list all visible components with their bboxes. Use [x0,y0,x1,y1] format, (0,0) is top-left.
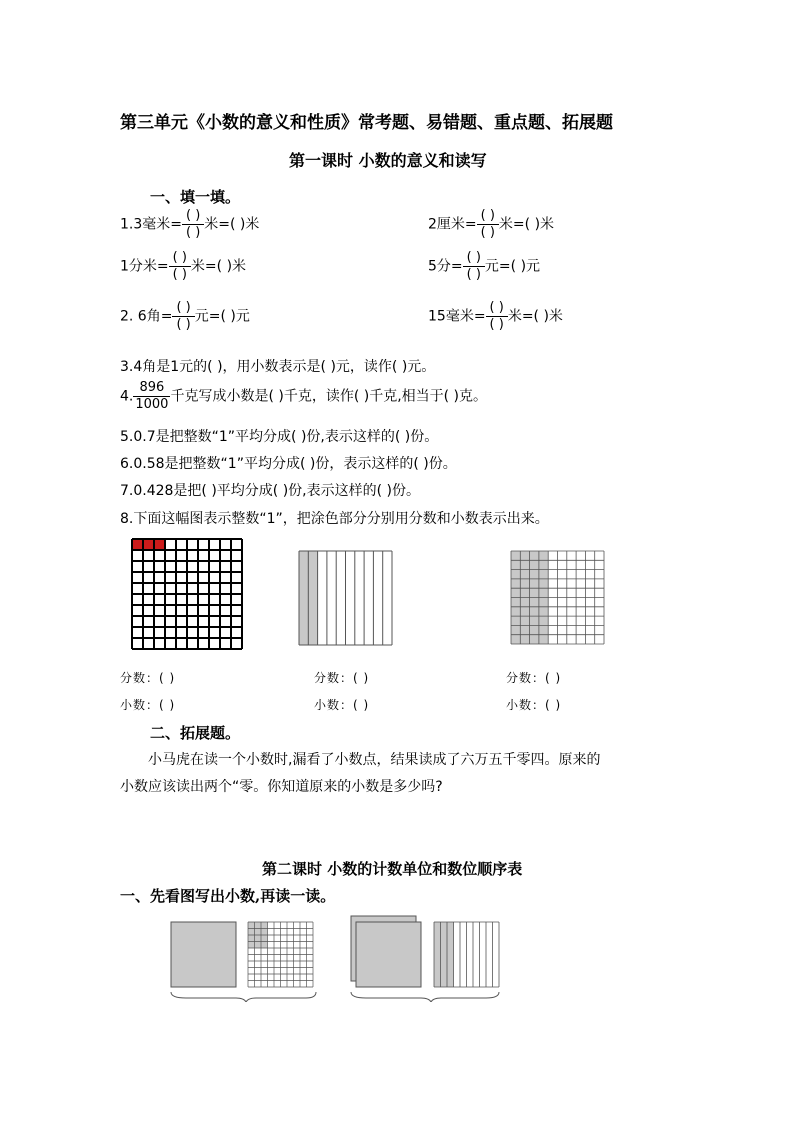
q1c-right: 米=( )米 [190,258,247,275]
page-title: 第三单元《小数的意义和性质》常考题、易错题、重点题、拓展题 [120,113,613,133]
fig2-decimal-label: 小数：( ) [314,698,370,712]
section1-heading: 一、填一填。 [150,188,241,206]
q1c-fraction [169,250,191,283]
q4-frac-num: 896 [133,380,170,397]
whole-square [171,922,236,987]
q5: 5.0.7是把整数“1”平均分成( )份,表示这样的( )份。 [120,429,439,445]
q7: 7.0.428是把( )平均分成( )份,表示这样的( )份。 [120,483,421,499]
q2a-frac-num: ( ) [172,300,194,317]
grid-figure-1 [130,537,244,651]
fig1-fraction-label: 分数：( ) [120,671,176,685]
q1b-right: 米=( )米 [498,216,555,233]
shaded-cell [143,539,154,550]
shaded-cell [154,539,165,550]
q1a-right: 米=( )米 [204,216,260,233]
q1c [120,250,246,283]
strip-figure-2 [298,550,394,646]
lesson1-title: 第一课时 小数的意义和读写 [289,151,487,170]
q1a [120,208,259,241]
q1c-frac-num: ( ) [169,250,191,267]
q1a-frac-num: ( ) [182,208,204,225]
shaded-cell [132,539,143,550]
q1d-right: 元=( )元 [484,258,541,275]
q4-frac-den: 1000 [135,397,169,412]
brace [171,992,316,1002]
q1d-frac-den: ( ) [466,267,481,282]
fig1-decimal-label: 小数：( ) [120,698,176,712]
q2a-frac-den: ( ) [176,317,191,332]
q4 [120,380,487,413]
q3: 3.4角是1元的( )，用小数表示是( )元，读作( )元。 [120,359,436,375]
q1a-frac-den: ( ) [186,225,201,240]
q1d [428,250,540,283]
q1a-left: 1.3毫米= [120,216,182,233]
q2b-right: 米=( )米 [507,308,563,325]
q2a-fraction [172,300,194,333]
brace [351,992,499,1002]
fig3-decimal-label: 小数：( ) [506,698,562,712]
lesson2-figures [166,912,506,1002]
q2b-left: 15毫米= [428,308,486,325]
q2b-frac-den: ( ) [489,317,504,332]
shaded-strip [308,551,317,645]
q1b-frac-num: ( ) [477,208,499,225]
q1b-frac-den: ( ) [480,225,495,240]
shaded-strip [299,551,308,645]
q1b-fraction [477,208,499,241]
grid-figure-3 [510,550,606,646]
q1a-fraction [182,208,204,241]
q2a [120,300,250,333]
q6: 6.0.58是把整数“1”平均分成( )份，表示这样的( )份。 [120,456,457,472]
lesson2-title: 第二课时 小数的计数单位和数位顺序表 [262,860,523,878]
q1b [428,208,554,241]
q4-text: 千克写成小数是( )千克，读作( )千克,相当于( )克。 [170,388,488,405]
q8: 8.下面这幅图表示整数“1”，把涂色部分分别用分数和小数表示出来。 [120,511,549,527]
section2-para-line2: 小数应该读出两个“零。你知道原来的小数是多少吗? [120,779,443,795]
section2-para-line1: 小马虎在读一个小数时,漏看了小数点，结果读成了六万五千零四。原来的 [148,752,601,768]
q2b-fraction [486,300,508,333]
q2a-right: 元=( )元 [194,308,250,325]
fig2-fraction-label: 分数：( ) [314,671,370,685]
q1d-frac-num: ( ) [463,250,485,267]
q2b-frac-num: ( ) [486,300,508,317]
front-square [356,922,421,987]
q1d-left: 5分= [428,258,463,275]
q2b [428,300,563,333]
q1c-left: 1分米= [120,258,169,275]
q1c-frac-den: ( ) [172,267,187,282]
shaded-strips [434,922,454,987]
q2a-left: 2. 6角= [120,308,173,325]
q4-prefix: 4. [120,388,134,405]
q4-fraction [133,380,170,413]
lesson2-heading: 一、先看图写出小数,再读一读。 [120,887,336,905]
fig3-fraction-label: 分数：( ) [506,671,562,685]
section2-heading: 二、拓展题。 [150,724,241,742]
q1d-fraction [463,250,485,283]
q1b-left: 2厘米= [428,216,477,233]
